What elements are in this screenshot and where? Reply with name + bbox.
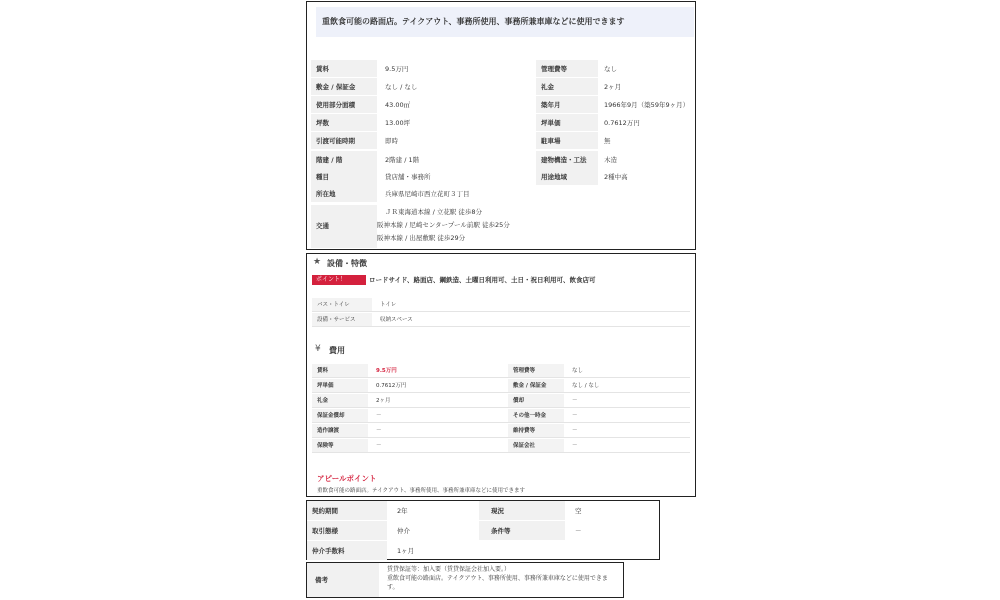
cost-row <box>312 394 690 408</box>
access-label: 交通 <box>311 205 377 248</box>
detail-value: 2階建 / 1階 <box>385 156 420 164</box>
remarks-line: 賃貸保証等：加入要（賃貸保証会社加入要。） <box>387 566 511 573</box>
cost-value: － <box>376 413 382 419</box>
detail-label: 賃料 <box>311 60 377 77</box>
detail-label: 種目 <box>311 168 377 185</box>
catchcopy-banner: 重飲食可能の路面店。テイクアウト、事務所使用、事務所兼車庫などに使用できます <box>316 7 694 37</box>
cost-label: 維持費等 <box>508 424 564 437</box>
terms-row <box>307 541 659 561</box>
feature-label: 設備・サービス <box>312 313 372 326</box>
terms-row <box>307 501 659 521</box>
cost-value: － <box>572 413 578 419</box>
cost-label: その他一時金 <box>508 409 564 422</box>
remarks-line: 重飲食可能の路面店。テイクアウト、事務所使用、事務所兼車庫などに使用できま <box>387 575 608 582</box>
terms-value: 1ヶ月 <box>397 547 415 555</box>
cost-value: － <box>376 428 382 434</box>
access-line: 阪神本線 / 出屋敷駅 徒歩29分 <box>377 234 466 242</box>
terms-label: 契約期間 <box>307 501 387 520</box>
feature-row <box>312 313 690 327</box>
detail-label: 用途地域 <box>536 168 598 185</box>
cost-row <box>312 409 690 423</box>
detail-label: 使用部分面積 <box>311 96 377 113</box>
cost-value: なし / なし <box>572 383 600 389</box>
point-text: ロードサイド、路面店、鋼鉄造、土曜日利用可、土日・祝日利用可、飲食店可 <box>369 276 596 284</box>
detail-value: 2ヶ月 <box>604 83 622 91</box>
detail-label: 所在地 <box>311 185 377 202</box>
detail-label: 坪単価 <box>536 114 598 131</box>
detail-label: 築年月 <box>536 96 598 113</box>
detail-value: 13.00坪 <box>385 119 411 127</box>
cost-value: 2ヶ月 <box>376 398 391 404</box>
detail-value: 無 <box>604 137 611 145</box>
cost-label: 償却 <box>508 394 564 407</box>
cost-row <box>312 439 690 453</box>
terms-value: 2年 <box>397 507 408 515</box>
access-line: 阪神本線 / 尼崎センタープール前駅 徒歩25分 <box>377 221 510 229</box>
detail-value: 2種中高 <box>604 173 628 181</box>
detail-label: 礼金 <box>536 78 598 95</box>
detail-value: 9.5万円 <box>385 65 409 73</box>
detail-value: なし / なし <box>385 83 418 91</box>
appeal-body: 重飲食可能の路面店。テイクアウト、事務所使用、事務所兼車庫などに使用できます <box>317 488 526 494</box>
feature-label: バス・トイレ <box>312 298 372 311</box>
feature-row <box>312 298 690 312</box>
terms-value: 仲介 <box>397 527 410 535</box>
cost-value: 0.7612万円 <box>376 383 407 389</box>
remarks-line: す。 <box>387 584 399 591</box>
detail-label: 階建 / 階 <box>311 151 377 168</box>
cost-label: 保険等 <box>312 439 368 452</box>
appeal-title: アピールポイント <box>317 474 377 483</box>
detail-value: 即時 <box>385 137 398 145</box>
yen-icon: ¥ <box>315 344 321 354</box>
detail-label: 駐車場 <box>536 132 598 149</box>
cost-row <box>312 424 690 438</box>
remarks-text <box>387 565 608 592</box>
features-costs-panel <box>306 253 696 497</box>
detail-value: なし <box>604 65 617 73</box>
detail-value: 兵庫県尼崎市西立花町３丁目 <box>385 190 470 198</box>
access-line: ＪＲ東海道本線 / 立花駅 徒歩8分 <box>385 208 483 216</box>
star-icon: ★ <box>313 257 322 267</box>
remarks-panel <box>306 562 624 598</box>
terms-label: 仲介手数料 <box>307 541 387 560</box>
detail-value: 1966年9月（築59年9ヶ月） <box>604 101 690 109</box>
detail-value: 木造 <box>604 156 617 164</box>
property-details-panel <box>306 1 696 250</box>
detail-label: 引渡可能時期 <box>311 132 377 149</box>
features-title: 設備・特徴 <box>327 259 367 268</box>
cost-value: － <box>572 443 578 449</box>
cost-label: 坪単価 <box>312 379 368 392</box>
cost-value: － <box>572 398 578 404</box>
cost-value: － <box>376 443 382 449</box>
detail-label: 敷金 / 保証金 <box>311 78 377 95</box>
detail-label: 建物構造・工法 <box>536 151 598 168</box>
cost-label: 保証金償却 <box>312 409 368 422</box>
terms-value: 空 <box>575 507 582 515</box>
terms-label: 取引態様 <box>307 521 387 540</box>
cost-row <box>312 364 690 378</box>
cost-label: 保証会社 <box>508 439 564 452</box>
cost-label: 管理費等 <box>508 364 564 377</box>
detail-label: 坪数 <box>311 114 377 131</box>
detail-value: 貸店舗・事務所 <box>385 173 431 181</box>
terms-row <box>307 521 659 541</box>
detail-value: 43.00㎡ <box>385 101 411 109</box>
cost-label: 造作譲渡 <box>312 424 368 437</box>
contract-terms-panel <box>306 500 660 560</box>
terms-label: 条件等 <box>479 521 565 540</box>
terms-label: 現況 <box>479 501 565 520</box>
detail-value: 0.7612万円 <box>604 119 640 127</box>
detail-label: 管理費等 <box>536 60 598 77</box>
cost-value: なし <box>572 368 584 374</box>
point-badge: ポイント！ <box>312 275 366 285</box>
feature-value: トイレ <box>380 302 397 308</box>
feature-value: 収納スペース <box>380 317 413 323</box>
costs-title: 費用 <box>329 346 345 355</box>
cost-label: 礼金 <box>312 394 368 407</box>
cost-row <box>312 379 690 393</box>
cost-label: 賃料 <box>312 364 368 377</box>
terms-value: － <box>575 527 582 535</box>
rent-value: 9.5万円 <box>376 368 397 374</box>
cost-label: 敷金 / 保証金 <box>508 379 564 392</box>
remarks-label: 備考 <box>307 563 379 597</box>
cost-value: － <box>572 428 578 434</box>
access-lines <box>377 206 510 245</box>
